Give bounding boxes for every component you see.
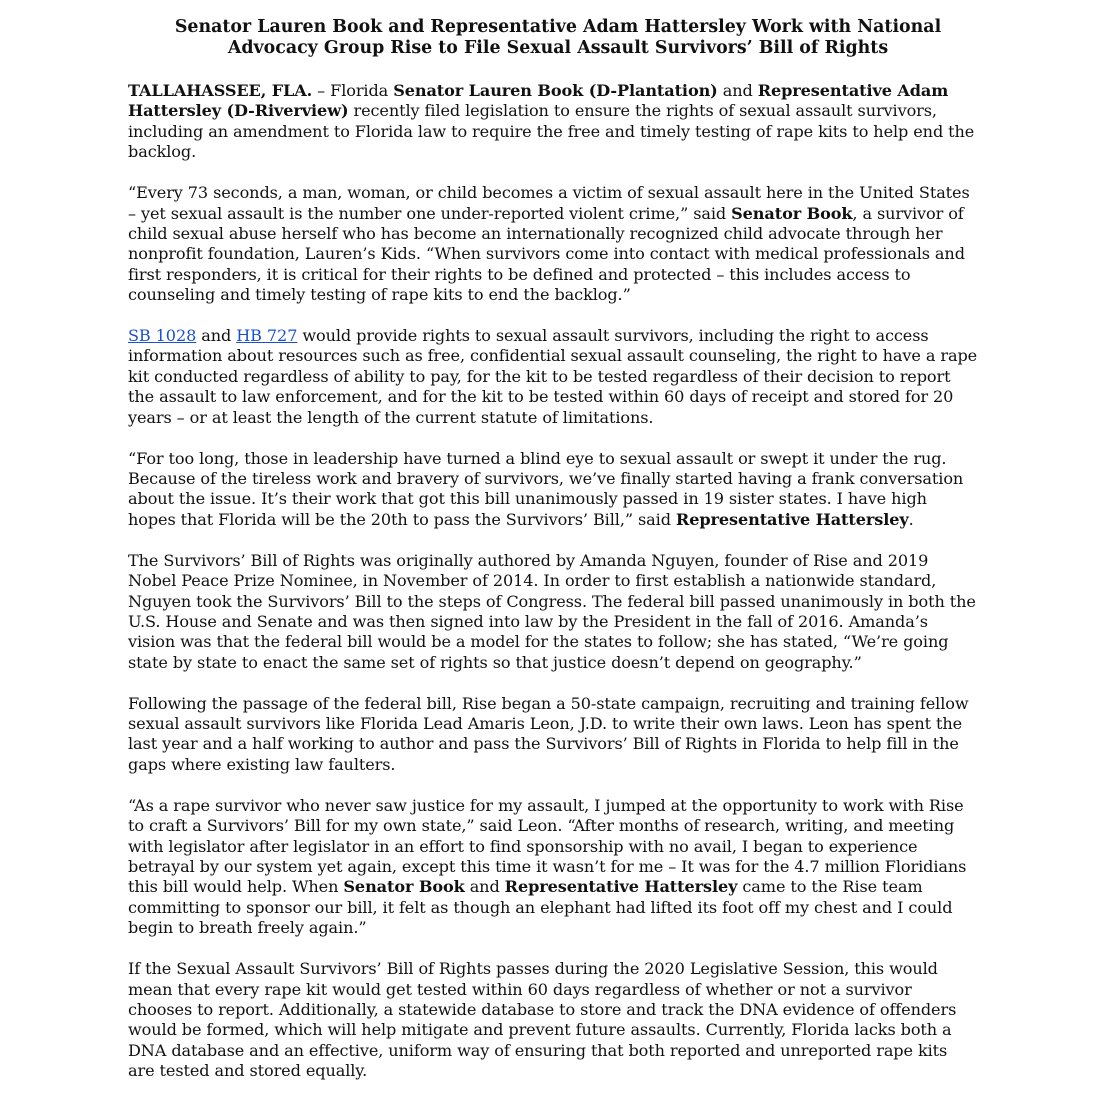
press-release <box>128 17 978 1102</box>
paragraph-campaign: Following the passage of the federal bill, Rise began a 50-state campaign, recruiting and training fellow sexual assault survivors like Florida Lead Amaris Leon, J.D. to write their own laws. Leon has spent the last year and a half working to author and pass the Survivors’ Bill of Rights in Florida to help fill in the gaps where existing law faulters. <box>128 693 969 774</box>
paragraph-outlook: If the Sexual Assault Survivors’ Bill of Rights passes during the 2020 Legislative Session, this would mean that every rape kit would get tested within 60 days regardless of whether or not a survivor chooses to report. Additionally, a statewide database to store and track the DNA evidence of offenders would be formed, which will help mitigate and prevent future assaults. Currently, Florida lacks both a DNA database and an effective, uniform way of ensuring that both reported and unreported rape kits are tested and stored equally. <box>128 959 957 1081</box>
paragraph-senator-quote <box>128 183 978 305</box>
text-run: – Florida <box>312 81 394 100</box>
text-run: would provide rights to sexual assault survivors, including the right to access information about resources such as free, confidential sexual assault counseling, the right to have a rape kit conducted regardless of ability to pay, for the kit to be tested regardless of their decision to report the assault to law enforcement, and for the kit to be tested within 60 days of receipt and stored for 20 years – or at least the length of the current statute of limitations. <box>128 326 978 427</box>
representative-name: Representative Adam Hattersley (D-Riverview) <box>128 81 949 121</box>
paragraph-bills <box>128 326 978 428</box>
text-run: . <box>908 509 914 529</box>
dateline: TALLAHASSEE, FLA. <box>128 81 313 100</box>
senator-name: Senator Book <box>343 877 465 897</box>
representative-name: Representative Hattersley <box>504 877 738 897</box>
text-run: and <box>464 877 505 897</box>
text-run: recently filed legislation to ensure the rights of sexual assault survivors, including an amendment to Florida law to require the free and timely testing of rape kits to help end the backlog. <box>128 101 975 162</box>
paragraph-intro <box>128 81 978 163</box>
paragraph-history: The Survivors’ Bill of Rights was originally authored by Amanda Nguyen, founder of Rise and 2019 Nobel Peace Prize Nominee, in November of 2014. In order to first establish a nationwide standard, Nguyen took the Survivors’ Bill to the steps of Congress. The federal bill passed unanimously in both the U.S. House and Senate and was then signed into law by the President in the fall of 2016. Amanda’s vision was that the federal bill would be a model for the states to follow; she has stated, “We’re going state by state to enact the same set of rights so that justice doesn’t depend on geography.” <box>128 550 976 672</box>
text-run: “As a rape survivor who never saw justice for my assault, I jumped at the opportunity to work with Rise to craft a Survivors’ Bill for my own state,” said Leon. “After months of research, writing, and meeting with legislator after legislator in an effort to find sponsorship with no avail, I began to experience betrayal by our system yet again, except this time it wasn’t for me – It was for the 4.7 million Floridians this bill would help. When <box>128 795 967 897</box>
page-title: Senator Lauren Book and Representative Adam Hattersley Work with National Advocacy Group Rise to File Sexual Assault Survivors’ Bill of Rights <box>174 17 942 58</box>
text-run: and <box>717 81 758 100</box>
text-run: “Every 73 seconds, a man, woman, or child becomes a victim of sexual assault here in the United States – yet sexual assault is the number one under-reported violent crime,” said <box>128 183 970 223</box>
senator-name: Senator Lauren Book (D-Plantation) <box>393 81 718 100</box>
hb-727-link[interactable]: HB 727 <box>236 326 298 346</box>
representative-name: Representative Hattersley <box>675 509 909 529</box>
senator-name: Senator Book <box>731 203 853 223</box>
sb-1028-link[interactable]: SB 1028 <box>128 326 197 346</box>
text-run: “For too long, those in leadership have turned a blind eye to sexual assault or swept it under the rug. Because of the tireless work and bravery of survivors, we’ve finally started having a frank conversation about the issue. It’s their work that got this bill unanimously passed in 19 sister states. I have high hopes that Florida will be the 20th to pass the Survivors’ Bill,” said <box>128 448 964 529</box>
paragraph-representative-quote <box>128 449 978 531</box>
text-run: came to the Rise team committing to sponsor our bill, it felt as though an elephant had lifted its foot off my chest and I could begin to breath freely again.” <box>128 877 953 938</box>
text-run: , a survivor of child sexual abuse herself who has become an internationally recognized child advocate through her nonprofit foundation, Lauren’s Kids. “When survivors come into contact with medical professionals and first responders, it is critical for their rights to be defined and protected – this includes access to counseling and timely testing of rape kits to end the backlog.” <box>128 203 965 305</box>
paragraph-leon-quote <box>128 796 978 939</box>
text-run: and <box>196 326 237 346</box>
